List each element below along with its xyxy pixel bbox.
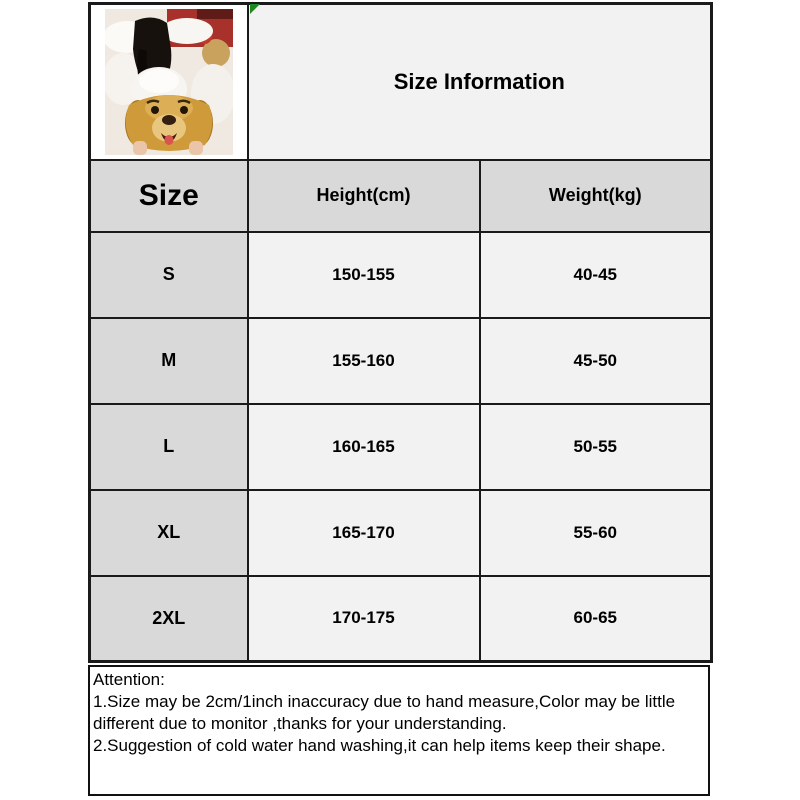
green-corner-flag-icon bbox=[250, 4, 260, 14]
size-table bbox=[88, 2, 713, 663]
height-value: 165-170 bbox=[248, 490, 480, 576]
column-header-height: Height(cm) bbox=[248, 160, 480, 232]
size-label: M bbox=[90, 318, 248, 404]
attention-note-2: 2.Suggestion of cold water hand washing,it can help items keep their shape. bbox=[93, 736, 666, 755]
size-information-title: Size Information bbox=[248, 4, 712, 160]
attention-note-box bbox=[88, 665, 710, 796]
height-value: 155-160 bbox=[248, 318, 480, 404]
height-value: 160-165 bbox=[248, 404, 480, 490]
size-label: 2XL bbox=[90, 576, 248, 662]
table-row-s bbox=[90, 232, 712, 318]
size-label: XL bbox=[90, 490, 248, 576]
height-value: 170-175 bbox=[248, 576, 480, 662]
weight-value: 50-55 bbox=[480, 404, 712, 490]
table-row-xl bbox=[90, 490, 712, 576]
height-value: 150-155 bbox=[248, 232, 480, 318]
attention-title: Attention: bbox=[93, 670, 165, 689]
size-label: L bbox=[90, 404, 248, 490]
table-row-l bbox=[90, 404, 712, 490]
weight-value: 40-45 bbox=[480, 232, 712, 318]
table-row-m bbox=[90, 318, 712, 404]
column-header-size: Size bbox=[90, 160, 248, 232]
product-image-cell bbox=[90, 4, 248, 160]
weight-value: 55-60 bbox=[480, 490, 712, 576]
table-row-2xl bbox=[90, 576, 712, 662]
weight-value: 45-50 bbox=[480, 318, 712, 404]
size-label: S bbox=[90, 232, 248, 318]
attention-note-1: 1.Size may be 2cm/1inch inaccuracy due to hand measure,Color may be little different due to monitor ,thanks for your understanding. bbox=[93, 692, 676, 733]
column-header-weight: Weight(kg) bbox=[480, 160, 712, 232]
weight-value: 60-65 bbox=[480, 576, 712, 662]
product-photo bbox=[105, 9, 233, 155]
